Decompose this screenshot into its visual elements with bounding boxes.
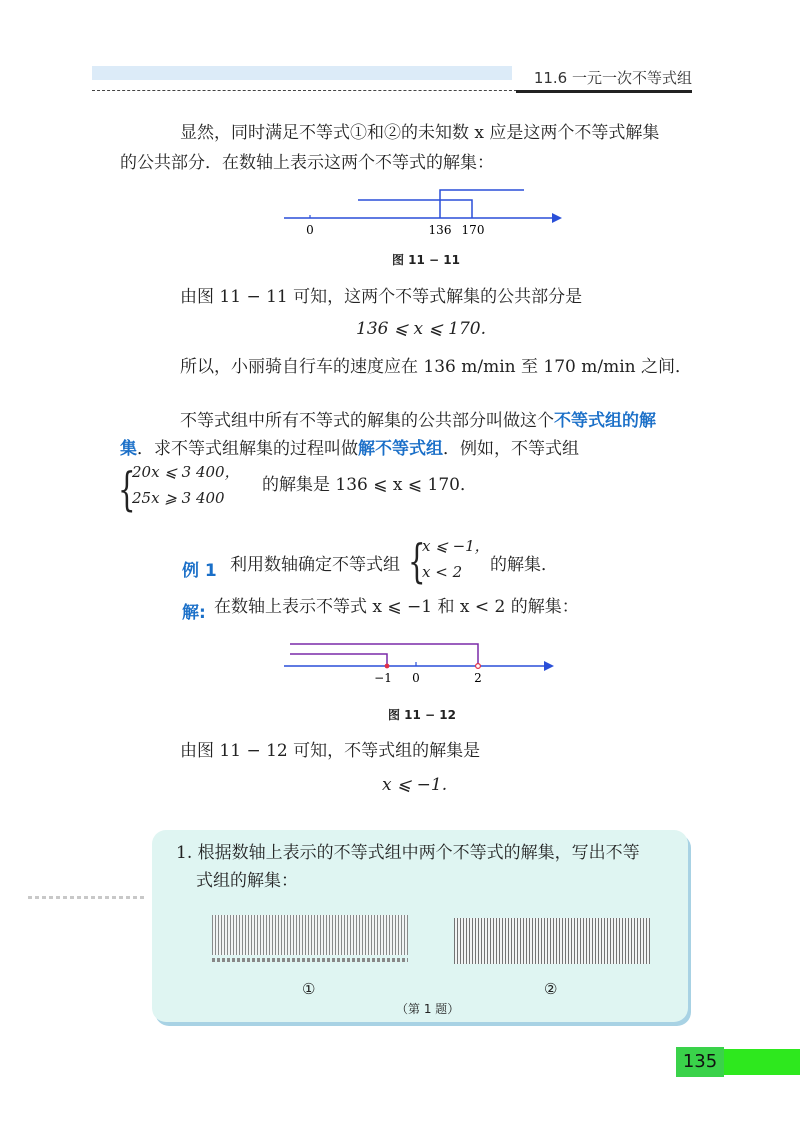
conclusion-1-speed: 所以，小丽骑自行车的速度应在 136 m/min 至 170 m/min 之间．	[180, 357, 693, 377]
label-0: 0	[306, 223, 314, 237]
solution-ray-x-lt-2	[290, 644, 478, 666]
definition-line-1	[180, 406, 656, 436]
conclusion-2-line: 由图 11 − 12 可知，不等式组的解集是	[180, 741, 481, 761]
solution-label: 解:	[182, 603, 206, 623]
exercise-figure-1	[212, 915, 408, 955]
conclusion-2-math: x ⩽ −1.	[382, 775, 448, 795]
conclusion-1-line: 由图 11 − 11 可知，这两个不等式解集的公共部分是	[180, 287, 583, 307]
example-system-row-2: x < 2	[422, 563, 463, 581]
label-neg1: −1	[374, 671, 392, 685]
term-solve-system: 解不等式组	[358, 439, 443, 459]
label-0: 0	[412, 671, 420, 685]
section-title: 11.6 一元一次不等式组	[516, 68, 692, 93]
axis-arrow	[544, 661, 554, 671]
solution-ray-x-le-170	[358, 200, 472, 218]
figure-caption-11-11: 图 11 − 11	[392, 253, 460, 267]
example-1-label: 例 1	[182, 561, 217, 581]
axis-arrow	[552, 213, 562, 223]
intro-line-2: 的公共部分．在数轴上表示这两个不等式的解集：	[120, 153, 494, 173]
label-170: 170	[461, 223, 485, 237]
solution-ray-x-le-neg1	[290, 654, 387, 666]
system-brace-example: {	[408, 534, 426, 588]
solution-ray-x-ge-136	[440, 190, 524, 218]
label-2: 2	[474, 671, 482, 685]
definition-system-result: 的解集是 136 ⩽ x ⩽ 170．	[262, 475, 477, 495]
exercise-caption: （第 1 题）	[396, 1002, 460, 1016]
exercise-figure-2	[454, 918, 650, 964]
header-band	[92, 66, 512, 80]
exercise-figure-label-2: ②	[544, 980, 558, 998]
solution-text: 在数轴上表示不等式 x ⩽ −1 和 x < 2 的解集：	[214, 597, 579, 617]
intro-line-1: 显然，同时满足不等式①和②的未知数 x 应是这两个不等式解集	[180, 123, 660, 143]
header-divider	[92, 90, 522, 91]
definition-system-row-1: 20x ⩽ 3 400，	[132, 463, 240, 481]
point-neg1-closed	[385, 664, 390, 669]
exercise-figure-1-axis	[212, 958, 408, 962]
term-solution-set-end: 集	[120, 439, 137, 459]
point-2-open	[476, 664, 481, 669]
definition-text-3: ．例如，不等式组	[443, 439, 579, 459]
figure-caption-11-12: 图 11 − 12	[388, 708, 456, 722]
exercise-line-1: 1. 根据数轴上表示的不等式组中两个不等式的解集，写出不等	[176, 843, 640, 863]
example-1-text-end: 的解集．	[490, 555, 558, 575]
definition-system-row-2: 25x ⩾ 3 400	[132, 489, 225, 507]
example-1-text: 利用数轴确定不等式组	[230, 555, 400, 575]
margin-note	[28, 896, 146, 899]
exercise-line-2: 式组的解集：	[196, 871, 298, 891]
exercise-figure-label-1: ①	[302, 980, 316, 998]
system-brace-definition: {	[118, 462, 136, 516]
page-number: 135	[676, 1047, 724, 1077]
label-136: 136	[428, 223, 452, 237]
definition-text-1: 不等式组中所有不等式的解集的公共部分叫做这个	[180, 411, 554, 431]
number-line-figure-11-11	[280, 180, 570, 240]
term-solution-set: 不等式组的解	[554, 411, 656, 431]
conclusion-1-math: 136 ⩽ x ⩽ 170.	[356, 319, 486, 339]
example-system-row-1: x ⩽ −1，	[422, 537, 490, 555]
page-number-band	[724, 1049, 800, 1075]
number-line-figure-11-12	[280, 636, 570, 686]
definition-text-2: ．求不等式组解集的过程叫做	[137, 439, 358, 459]
